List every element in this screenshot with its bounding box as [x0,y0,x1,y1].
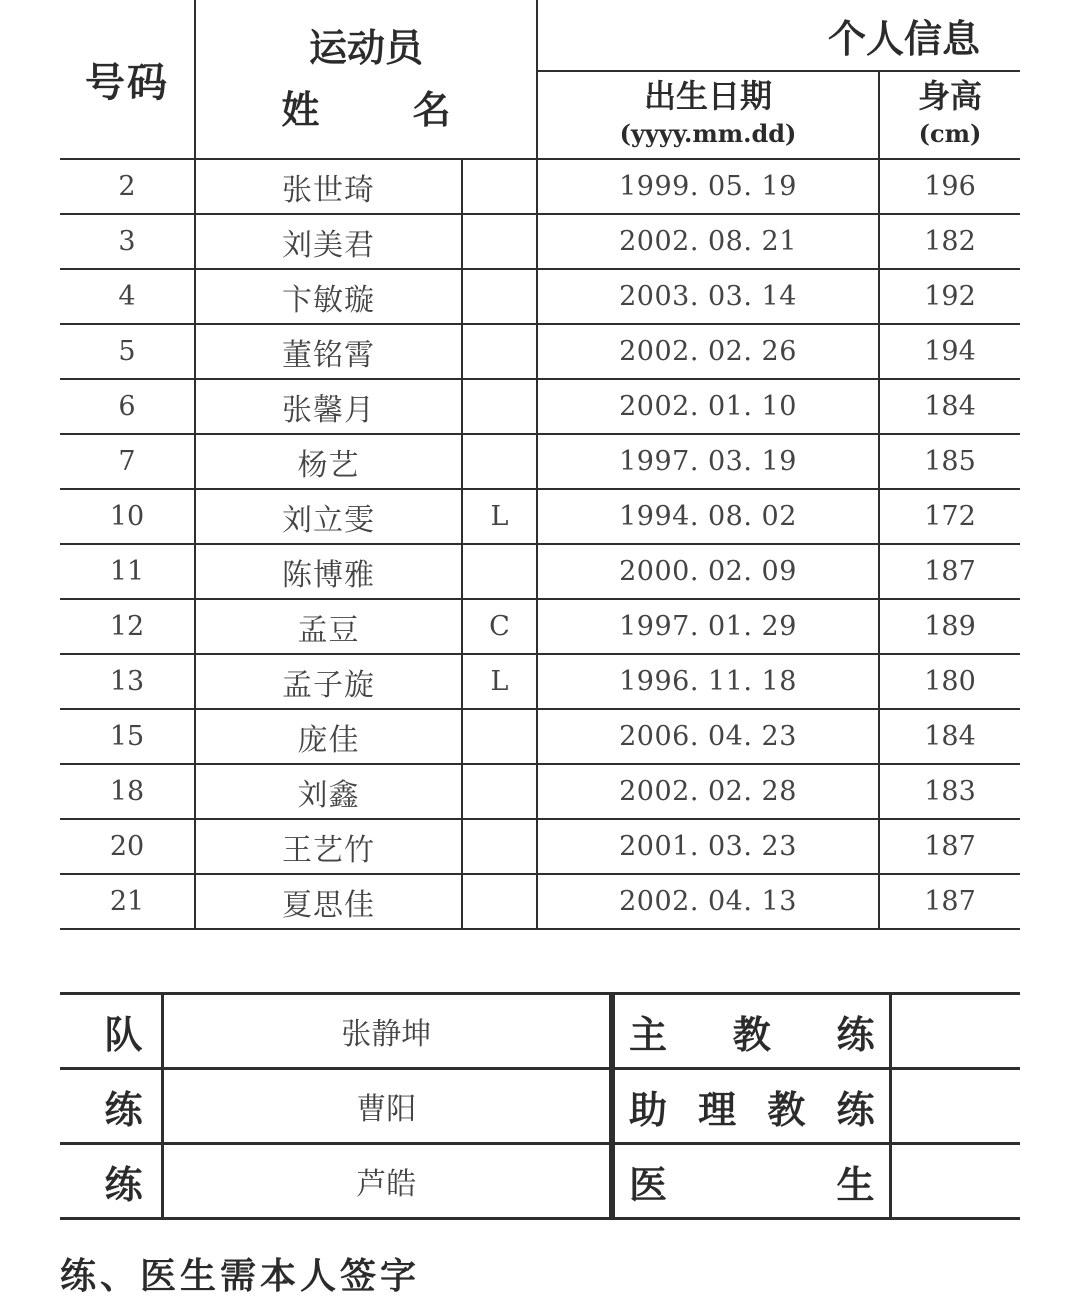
height-unit: (cm) [918,119,982,148]
player-number: 7 [60,434,195,489]
player-birth-date: 1997. 03. 19 [537,434,879,489]
player-mark: L [462,654,537,709]
staff-name: 曹阳 [162,1069,612,1144]
player-mark [462,269,537,324]
player-height: 184 [879,379,1020,434]
staff-role-assistant-coach [612,1069,890,1144]
player-number: 2 [60,159,195,214]
player-birth-date: 2006. 04. 23 [537,709,879,764]
player-mark [462,819,537,874]
staff-side-label: 队 [60,994,162,1069]
player-height: 189 [879,599,1020,654]
player-mark [462,709,537,764]
player-name: 庞佳 [195,709,462,764]
staff-role-head-coach [612,994,890,1069]
player-birth-date: 2002. 02. 28 [537,764,879,819]
player-height: 184 [879,709,1020,764]
player-birth-date: 1999. 05. 19 [537,159,879,214]
staff-row [60,1069,1020,1144]
player-mark: C [462,599,537,654]
player-mark [462,764,537,819]
player-birth-date: 2001. 03. 23 [537,819,879,874]
athlete-name-header [195,0,537,159]
player-height: 185 [879,434,1020,489]
player-birth-date: 2003. 03. 14 [537,269,879,324]
player-height: 180 [879,654,1020,709]
player-name: 杨艺 [195,434,462,489]
player-mark [462,324,537,379]
player-number: 11 [60,544,195,599]
player-mark [462,379,537,434]
player-name: 孟豆 [195,599,462,654]
staff-name: 芦皓 [162,1144,612,1219]
player-number: 18 [60,764,195,819]
player-mark [462,434,537,489]
player-height: 182 [879,214,1020,269]
player-height: 187 [879,874,1020,929]
signature-cell [890,1069,1020,1144]
player-number: 21 [60,874,195,929]
birth-date-header [537,71,879,159]
player-height: 192 [879,269,1020,324]
height-label: 身高 [918,77,983,115]
staff-row [60,1144,1020,1219]
player-height: 194 [879,324,1020,379]
player-number: 3 [60,214,195,269]
signature-cell [890,994,1020,1069]
player-height: 187 [879,544,1020,599]
player-mark [462,159,537,214]
player-number: 15 [60,709,195,764]
role-char: 教 [767,1087,806,1132]
player-birth-date: 2002. 04. 13 [537,874,879,929]
birth-date-label: 出生日期 [644,77,773,115]
table-row [60,489,1020,544]
role-char: 医 [629,1162,668,1207]
table-row [60,434,1020,489]
player-birth-date: 2000. 02. 09 [537,544,879,599]
player-number: 20 [60,819,195,874]
table-row [60,214,1020,269]
player-number: 12 [60,599,195,654]
height-header [879,71,1020,159]
staff-side-label: 练 [60,1144,162,1219]
player-name: 董铭霄 [195,324,462,379]
table-row [60,379,1020,434]
player-name: 刘鑫 [195,764,462,819]
player-name: 刘立雯 [195,489,462,544]
table-row [60,544,1020,599]
player-mark [462,874,537,929]
player-name: 孟子旋 [195,654,462,709]
player-birth-date: 1997. 01. 29 [537,599,879,654]
player-birth-date: 2002. 01. 10 [537,379,879,434]
player-height: 183 [879,764,1020,819]
roster-body [60,159,1020,929]
player-birth-date: 1994. 08. 02 [537,489,879,544]
table-row [60,599,1020,654]
number-header: 号码 [60,0,195,159]
player-number: 4 [60,269,195,324]
player-height: 172 [879,489,1020,544]
role-char: 主 [629,1012,668,1057]
player-mark [462,544,537,599]
player-height: 187 [879,819,1020,874]
player-birth-date: 1996. 11. 18 [537,654,879,709]
table-row [60,654,1020,709]
staff-table [60,992,1020,1220]
table-row [60,874,1020,929]
staff-name: 张静坤 [162,994,612,1069]
personal-info-header: 个人信息 [537,0,1020,71]
player-height: 196 [879,159,1020,214]
role-char: 教 [732,1012,771,1057]
player-name: 卞敏璇 [195,269,462,324]
player-name: 刘美君 [195,214,462,269]
table-row [60,709,1020,764]
player-number: 6 [60,379,195,434]
role-char: 理 [698,1087,737,1132]
birth-date-format: (yyyy.mm.dd) [619,119,797,148]
athlete-name-header-line2: 姓 名 [281,88,491,132]
signature-cell [890,1144,1020,1219]
table-row [60,159,1020,214]
player-number: 10 [60,489,195,544]
player-name: 张世琦 [195,159,462,214]
player-name: 张馨月 [195,379,462,434]
role-char: 练 [836,1087,875,1132]
player-number: 13 [60,654,195,709]
signature-note: 练、医生需本人签字 [60,1256,421,1297]
table-row [60,764,1020,819]
role-char: 练 [836,1012,875,1057]
staff-role-doctor [612,1144,890,1219]
role-char: 生 [836,1162,875,1207]
table-row [60,269,1020,324]
player-name: 夏思佳 [195,874,462,929]
staff-side-label: 练 [60,1069,162,1144]
player-birth-date: 2002. 02. 26 [537,324,879,379]
player-name: 王艺竹 [195,819,462,874]
table-row [60,324,1020,379]
role-char: 助 [629,1087,668,1132]
player-mark [462,214,537,269]
player-number: 5 [60,324,195,379]
athlete-name-header-line1: 运动员 [309,26,424,70]
staff-row [60,994,1020,1069]
table-row [60,819,1020,874]
player-birth-date: 2002. 08. 21 [537,214,879,269]
player-name: 陈博雅 [195,544,462,599]
roster-table [60,0,1020,930]
player-mark: L [462,489,537,544]
